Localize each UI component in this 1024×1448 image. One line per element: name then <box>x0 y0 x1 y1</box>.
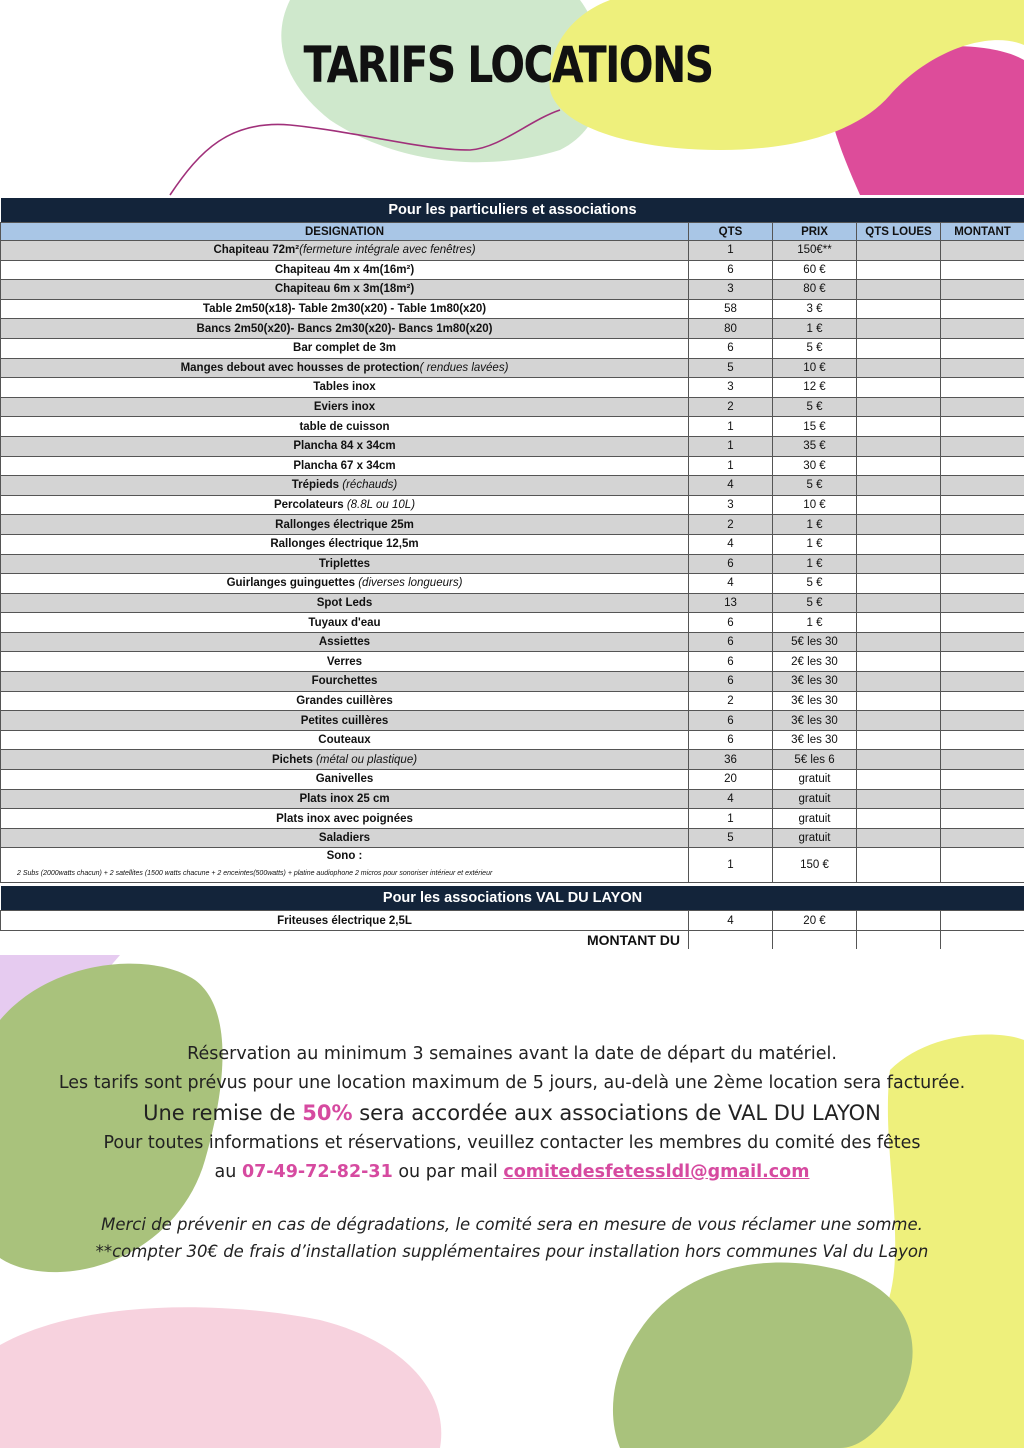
column-header-designation: DESIGNATION <box>1 223 689 241</box>
cell-designation <box>1 436 689 456</box>
cell-montant[interactable] <box>941 378 1024 398</box>
table-row <box>1 319 1024 339</box>
table-row <box>1 750 1024 770</box>
table-row <box>1 338 1024 358</box>
cell-prix: 5 € <box>773 476 857 496</box>
table-row <box>1 495 1024 515</box>
cell-montant[interactable] <box>941 828 1024 848</box>
item-label: Guirlanges guinguettes <box>226 577 359 590</box>
cell-qts-loues[interactable] <box>857 417 941 437</box>
item-label: Ganivelles <box>315 773 374 786</box>
table-row <box>1 711 1024 731</box>
total-cell-prix <box>773 931 857 950</box>
table-row <box>1 515 1024 535</box>
cell-designation <box>1 338 689 358</box>
cell-qts: 1 <box>689 417 773 437</box>
cell-prix: 2€ les 30 <box>773 652 857 672</box>
table-body-val-du-layon <box>1 883 1024 911</box>
cell-qts: 6 <box>689 652 773 672</box>
cell-prix: 150€** <box>773 241 857 261</box>
cell-qts-loues[interactable] <box>857 495 941 515</box>
cell-qts-loues[interactable] <box>857 280 941 300</box>
table-row <box>1 730 1024 750</box>
cell-montant[interactable] <box>941 613 1024 633</box>
cell-montant[interactable] <box>941 554 1024 574</box>
cell-montant[interactable] <box>941 652 1024 672</box>
column-header-qts: QTS <box>689 223 773 241</box>
footer-notes <box>0 1211 1024 1265</box>
total-label: MONTANT DU <box>586 932 680 948</box>
cell-designation <box>1 911 689 931</box>
cell-qts: 13 <box>689 593 773 613</box>
cell-qts: 2 <box>689 515 773 535</box>
page-title: TARIFS LOCATIONS <box>303 36 713 94</box>
total-cell-qts <box>689 931 773 950</box>
cell-qts: 36 <box>689 750 773 770</box>
cell-designation <box>1 319 689 339</box>
cell-qts-loues[interactable] <box>857 456 941 476</box>
item-label: Plats inox 25 cm <box>299 792 390 805</box>
cell-qts: 20 <box>689 770 773 790</box>
cell-qts: 1 <box>689 241 773 261</box>
total-cell-montant[interactable] <box>941 931 1024 950</box>
cell-qts-loues[interactable] <box>857 652 941 672</box>
cell-montant[interactable] <box>941 789 1024 809</box>
cell-qts: 6 <box>689 613 773 633</box>
cell-qts: 2 <box>689 691 773 711</box>
cell-montant[interactable] <box>941 397 1024 417</box>
cell-prix: 3€ les 30 <box>773 691 857 711</box>
cell-designation <box>1 652 689 672</box>
cell-prix: 5€ les 6 <box>773 750 857 770</box>
cell-designation <box>1 593 689 613</box>
table-header-row <box>1 223 1024 241</box>
total-cell-qts-loues <box>857 931 941 950</box>
cell-qts-loues[interactable] <box>857 691 941 711</box>
table-row <box>1 260 1024 280</box>
item-label: Plats inox avec poignées <box>276 812 413 825</box>
cell-qts-loues[interactable] <box>857 241 941 261</box>
item-label: Table 2m50(x18)- Table 2m30(x20) - Table 1m80(x20) <box>202 303 487 316</box>
cell-qts: 2 <box>689 397 773 417</box>
cell-montant[interactable] <box>941 750 1024 770</box>
sono-label: Sono : <box>326 850 363 863</box>
table-row <box>1 456 1024 476</box>
table-row <box>1 593 1024 613</box>
cell-qts: 58 <box>689 299 773 319</box>
item-label: Friteuses électrique 2,5L <box>277 914 412 927</box>
cell-designation <box>1 260 689 280</box>
cell-montant[interactable] <box>941 911 1024 931</box>
cell-qts-loues[interactable] <box>857 299 941 319</box>
cell-qts: 4 <box>689 534 773 554</box>
cell-prix: 5 € <box>773 574 857 594</box>
cell-montant[interactable] <box>941 260 1024 280</box>
cell-prix: 3€ les 30 <box>773 711 857 731</box>
cell-prix: gratuit <box>773 828 857 848</box>
cell-prix: 10 € <box>773 358 857 378</box>
table-row <box>1 417 1024 437</box>
cell-qts: 3 <box>689 495 773 515</box>
cell-montant[interactable] <box>941 241 1024 261</box>
cell-qts: 6 <box>689 338 773 358</box>
cell-designation <box>1 770 689 790</box>
item-label: Pichets <box>271 753 317 766</box>
item-label: Assiettes <box>318 636 371 649</box>
cell-montant[interactable] <box>941 730 1024 750</box>
cell-prix: 60 € <box>773 260 857 280</box>
table-row <box>1 691 1024 711</box>
item-label: Saladiers <box>318 832 371 845</box>
note-installation-fee: **compter 30€ de frais d’installation supplémentaires pour installation hors communes Val du Layon <box>95 1242 929 1261</box>
item-label: Grandes cuillères <box>296 694 393 707</box>
column-header-prix: PRIX <box>773 223 857 241</box>
cell-montant[interactable] <box>941 417 1024 437</box>
cell-designation <box>1 358 689 378</box>
section-title-particuliers: Pour les particuliers et associations <box>1 198 1024 223</box>
info-contact: Pour toutes informations et réservations, veuillez contacter les membres du comité des fêtes <box>103 1133 921 1153</box>
table-row <box>1 358 1024 378</box>
info-reservation-delay: Réservation au minimum 3 semaines avant la date de départ du matériel. <box>187 1044 837 1064</box>
cell-prix: 3 € <box>773 299 857 319</box>
cell-montant[interactable] <box>941 809 1024 829</box>
cell-montant[interactable] <box>941 476 1024 496</box>
item-label: Chapiteau 72m² <box>213 244 300 257</box>
table-row <box>1 476 1024 496</box>
cell-designation <box>1 515 689 535</box>
note-damage: Merci de prévenir en cas de dégradations, le comité sera en mesure de vous réclamer une somme. <box>101 1215 923 1234</box>
cell-qts: 6 <box>689 711 773 731</box>
table-row <box>1 574 1024 594</box>
table-row <box>1 770 1024 790</box>
cell-designation <box>1 632 689 652</box>
item-note: (diverses longueurs) <box>358 577 463 590</box>
cell-qts-loues[interactable] <box>857 436 941 456</box>
table-row-sono <box>1 848 1024 883</box>
cell-qts-loues[interactable] <box>857 260 941 280</box>
table-body-associations <box>1 911 1024 931</box>
cell-prix: 1 € <box>773 534 857 554</box>
cell-designation <box>1 711 689 731</box>
cell-designation <box>1 691 689 711</box>
table-row <box>1 672 1024 692</box>
cell-qts-loues[interactable] <box>857 632 941 652</box>
cell-designation <box>1 378 689 398</box>
item-label: Manges debout avec housses de protection <box>180 361 420 374</box>
item-label: Rallonges électrique 12,5m <box>270 538 419 551</box>
item-label: Bar complet de 3m <box>293 342 396 355</box>
phone-number[interactable]: 07-49-72-82-31 <box>241 1162 393 1182</box>
cell-montant[interactable] <box>941 534 1024 554</box>
cell-qts: 4 <box>689 789 773 809</box>
cell-qts: 1 <box>689 436 773 456</box>
item-label: Bancs 2m50(x20)- Bancs 2m30(x20)- Bancs 1m80(x20) <box>196 322 493 335</box>
table-row <box>1 632 1024 652</box>
cell-designation <box>1 280 689 300</box>
item-label: Tuyaux d'eau <box>308 616 381 629</box>
cell-qts-loues[interactable] <box>857 319 941 339</box>
info-contact-details <box>0 1158 1024 1187</box>
cell-qts-loues[interactable] <box>857 574 941 594</box>
cell-qts-loues[interactable] <box>857 554 941 574</box>
green-blob-right <box>613 1263 913 1448</box>
cell-qts: 4 <box>689 476 773 496</box>
table-row <box>1 378 1024 398</box>
cell-qts: 5 <box>689 828 773 848</box>
cell-prix: 1 € <box>773 319 857 339</box>
cell-designation <box>1 613 689 633</box>
cell-prix: gratuit <box>773 809 857 829</box>
cell-montant[interactable] <box>941 338 1024 358</box>
info-rental-duration: Les tarifs sont prévus pour une location maximum de 5 jours, au-delà une 2ème location sera facturée. <box>58 1073 966 1093</box>
cell-qts-loues[interactable] <box>857 476 941 496</box>
item-label: Fourchettes <box>311 675 378 688</box>
cell-designation <box>1 299 689 319</box>
table-row <box>1 241 1024 261</box>
table-row <box>1 789 1024 809</box>
item-label: Eviers inox <box>313 401 376 414</box>
table-row <box>1 280 1024 300</box>
cell-qts: 6 <box>689 672 773 692</box>
cell-designation <box>1 574 689 594</box>
item-label: Spot Leds <box>316 596 373 609</box>
pink-blob-bottom <box>0 1307 441 1448</box>
cell-qts-loues[interactable] <box>857 593 941 613</box>
cell-qts-loues[interactable] <box>857 809 941 829</box>
table-row <box>1 809 1024 829</box>
cell-montant[interactable] <box>941 436 1024 456</box>
cell-qts: 6 <box>689 730 773 750</box>
cell-qts: 1 <box>689 848 773 883</box>
item-label: table de cuisson <box>299 420 390 433</box>
cell-qts-loues[interactable] <box>857 397 941 417</box>
cell-qts-loues[interactable] <box>857 828 941 848</box>
section-title-val-du-layon: Pour les associations VAL DU LAYON <box>1 886 1024 911</box>
table-row-total <box>1 931 1024 950</box>
item-label: Plancha 67 x 34cm <box>293 459 396 472</box>
cell-prix: 20 € <box>773 911 857 931</box>
cell-qts: 5 <box>689 358 773 378</box>
cell-prix: 150 € <box>773 848 857 883</box>
cell-prix: 1 € <box>773 554 857 574</box>
contact-text-pre: au <box>214 1162 242 1182</box>
cell-montant[interactable] <box>941 299 1024 319</box>
table-row <box>1 299 1024 319</box>
cell-designation <box>1 789 689 809</box>
cell-prix: 30 € <box>773 456 857 476</box>
cell-qts: 4 <box>689 574 773 594</box>
column-header-montant: MONTANT <box>941 223 1024 241</box>
cell-montant[interactable] <box>941 593 1024 613</box>
cell-montant[interactable] <box>941 672 1024 692</box>
cell-prix: 3€ les 30 <box>773 730 857 750</box>
table-body-particuliers <box>1 241 1024 848</box>
cell-qts-loues[interactable] <box>857 911 941 931</box>
cell-designation <box>1 730 689 750</box>
cell-qts: 80 <box>689 319 773 339</box>
contact-text-mid: ou par mail <box>392 1162 504 1182</box>
item-label: Verres <box>326 655 363 668</box>
cell-prix: gratuit <box>773 770 857 790</box>
cell-prix: 1 € <box>773 613 857 633</box>
cell-montant[interactable] <box>941 515 1024 535</box>
item-label: Couteaux <box>318 734 371 747</box>
cell-montant[interactable] <box>941 280 1024 300</box>
cell-designation <box>1 750 689 770</box>
email-link[interactable]: comitedesfetessldl@gmail.com <box>503 1162 810 1182</box>
item-label: Tables inox <box>313 381 376 394</box>
cell-prix: 15 € <box>773 417 857 437</box>
cell-qts-loues[interactable] <box>857 338 941 358</box>
cell-qts-loues[interactable] <box>857 358 941 378</box>
cell-prix: 5€ les 30 <box>773 632 857 652</box>
table-body-total <box>1 931 1024 950</box>
cell-montant[interactable] <box>941 319 1024 339</box>
cell-qts-loues[interactable] <box>857 534 941 554</box>
cell-prix: 80 € <box>773 280 857 300</box>
cell-designation <box>1 476 689 496</box>
item-label: Triplettes <box>318 557 371 570</box>
item-note: (réchauds) <box>342 479 398 492</box>
cell-qts-loues[interactable] <box>857 672 941 692</box>
table-row <box>1 534 1024 554</box>
cell-designation <box>1 241 689 261</box>
item-label: Percolateurs <box>273 499 347 512</box>
cell-designation <box>1 397 689 417</box>
cell-prix: 5 € <box>773 593 857 613</box>
info-section <box>0 1040 1024 1265</box>
table-body-sono <box>1 848 1024 883</box>
cell-qts-loues[interactable] <box>857 613 941 633</box>
cell-montant[interactable] <box>941 691 1024 711</box>
cell-designation <box>1 456 689 476</box>
cell-prix: 5 € <box>773 397 857 417</box>
cell-montant[interactable] <box>941 632 1024 652</box>
cell-montant[interactable] <box>941 770 1024 790</box>
cell-montant[interactable] <box>941 495 1024 515</box>
cell-prix: 3€ les 30 <box>773 672 857 692</box>
item-label: Trépieds <box>291 479 343 492</box>
cell-prix: 1 € <box>773 515 857 535</box>
cell-qts-loues[interactable] <box>857 730 941 750</box>
cell-designation <box>1 534 689 554</box>
cell-qts: 6 <box>689 260 773 280</box>
cell-qts: 3 <box>689 280 773 300</box>
item-note: (métal ou plastique) <box>316 753 418 766</box>
column-header-qts-loues: QTS LOUES <box>857 223 941 241</box>
cell-prix: 12 € <box>773 378 857 398</box>
cell-qts-loues[interactable] <box>857 750 941 770</box>
item-label: Rallonges électrique 25m <box>275 518 414 531</box>
cell-montant[interactable] <box>941 456 1024 476</box>
cell-designation <box>1 495 689 515</box>
item-label: Chapiteau 4m x 4m(16m²) <box>274 263 415 276</box>
discount-text-post: sera accordée aux associations de VAL DU LAYON <box>352 1101 881 1125</box>
cell-prix: 35 € <box>773 436 857 456</box>
cell-designation <box>1 809 689 829</box>
table-row <box>1 613 1024 633</box>
cell-qts-loues[interactable] <box>857 848 941 883</box>
cell-qts: 3 <box>689 378 773 398</box>
cell-montant[interactable] <box>941 574 1024 594</box>
cell-qts-loues[interactable] <box>857 378 941 398</box>
cell-qts-loues[interactable] <box>857 789 941 809</box>
item-note: ( rendues lavées) <box>419 361 509 374</box>
cell-designation <box>1 417 689 437</box>
cell-montant[interactable] <box>941 848 1024 883</box>
cell-designation <box>1 554 689 574</box>
cell-designation <box>1 848 689 883</box>
table-row <box>1 554 1024 574</box>
item-label: Chapiteau 6m x 3m(18m²) <box>274 283 415 296</box>
table-row <box>1 436 1024 456</box>
cell-designation <box>1 672 689 692</box>
pricing-table <box>0 198 1024 949</box>
table-row <box>1 652 1024 672</box>
item-label: Petites cuillères <box>300 714 389 727</box>
table-row <box>1 828 1024 848</box>
item-note: (8.8L ou 10L) <box>346 499 416 512</box>
cell-qts-loues[interactable] <box>857 515 941 535</box>
cell-prix: 10 € <box>773 495 857 515</box>
cell-qts: 6 <box>689 554 773 574</box>
cell-qts-loues[interactable] <box>857 711 941 731</box>
cell-designation <box>1 828 689 848</box>
sono-detail: 2 Subs (2000watts chacun) + 2 satellites (1500 watts chacune + 2 enceintes(500watts) + platine audiophone 2 micros pour sonoriser intérieur et extérieur <box>17 870 493 878</box>
table-row <box>1 911 1024 931</box>
cell-prix: 5 € <box>773 338 857 358</box>
cell-qts: 1 <box>689 809 773 829</box>
cell-prix: gratuit <box>773 789 857 809</box>
pricing-table-container <box>0 198 1024 949</box>
discount-percentage: 50% <box>302 1101 353 1125</box>
cell-montant[interactable] <box>941 711 1024 731</box>
cell-montant[interactable] <box>941 358 1024 378</box>
table-row <box>1 397 1024 417</box>
cell-qts: 6 <box>689 632 773 652</box>
cell-qts: 4 <box>689 911 773 931</box>
cell-qts: 1 <box>689 456 773 476</box>
cell-qts-loues[interactable] <box>857 770 941 790</box>
discount-text-pre: Une remise de <box>143 1101 303 1125</box>
item-note: (fermeture intégrale avec fenêtres) <box>299 244 476 257</box>
item-label: Plancha 84 x 34cm <box>293 440 396 453</box>
info-discount <box>0 1098 1024 1129</box>
